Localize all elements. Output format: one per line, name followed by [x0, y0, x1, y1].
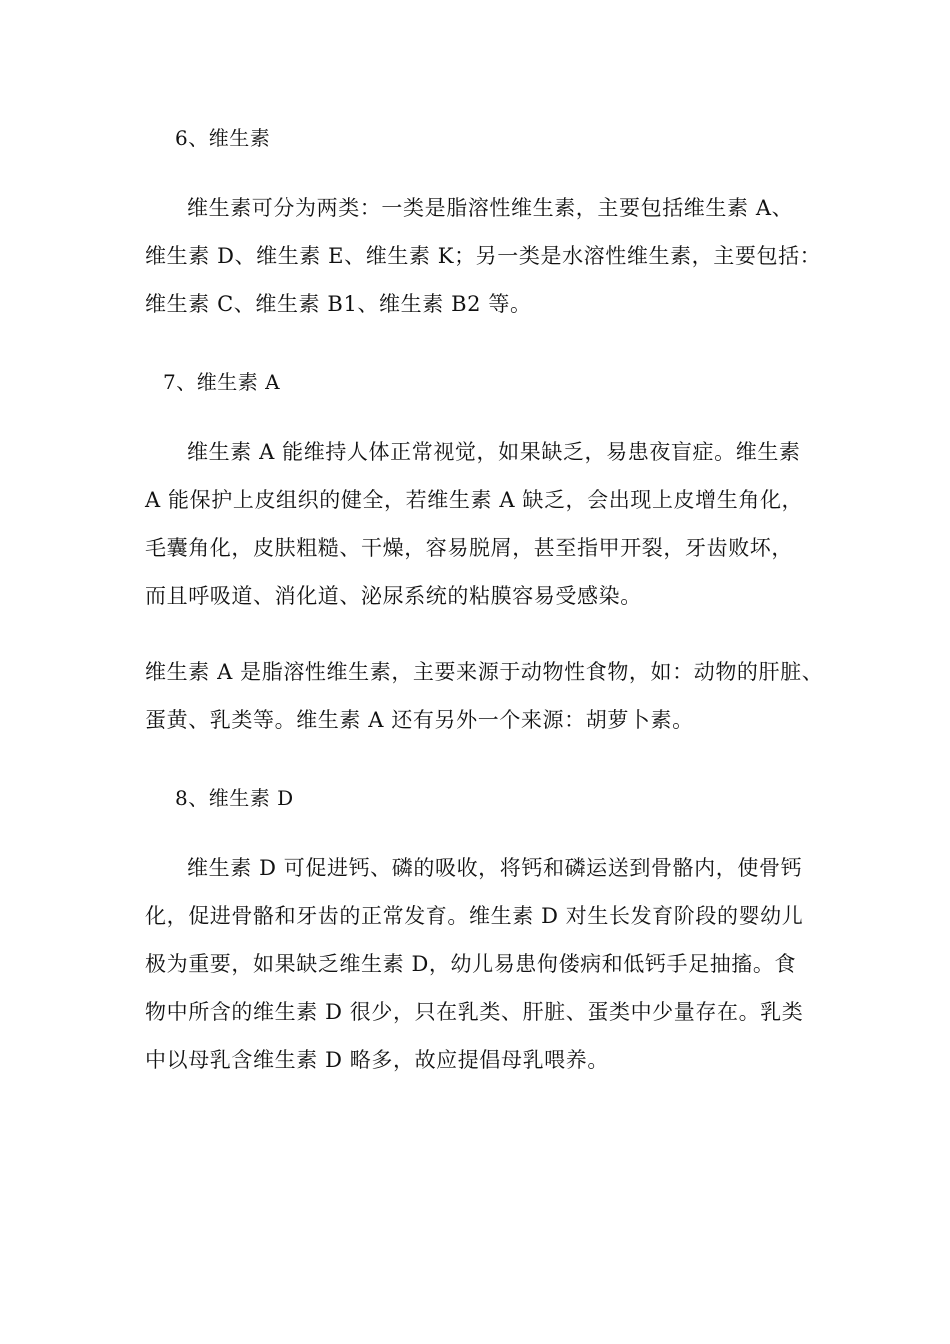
section-7-paragraph-1 — [145, 428, 810, 620]
paragraph-line: 维生素 A 能维持人体正常视觉，如果缺乏，易患夜盲症。维生素 — [187, 440, 801, 464]
paragraph-line: 极为重要，如果缺乏维生素 D，幼儿易患佝偻病和低钙手足抽搐。食 — [145, 952, 797, 976]
section-8-paragraph-1 — [145, 844, 810, 1084]
paragraph-line: 维生素 D 可促进钙、磷的吸收，将钙和磷运送到骨骼内，使骨钙 — [187, 856, 803, 880]
paragraph-line: 化，促进骨骼和牙齿的正常发育。维生素 D 对生长发育阶段的婴幼儿 — [145, 904, 804, 928]
paragraph-line: 维生素 C、维生素 B1、维生素 B2 等。 — [145, 292, 532, 316]
section-6-heading: 6、维生素 — [175, 126, 271, 150]
paragraph-line: 蛋黄、乳类等。维生素 A 还有另外一个来源：胡萝卜素。 — [145, 708, 694, 732]
paragraph-line: 维生素可分为两类：一类是脂溶性维生素，主要包括维生素 A、 — [187, 196, 794, 220]
section-7-paragraph-2 — [145, 648, 824, 744]
section-7-heading: 7、维生素 A — [163, 370, 281, 394]
section-8-heading: 8、维生素 D — [175, 786, 294, 810]
paragraph-line: 维生素 A 是脂溶性维生素，主要来源于动物性食物，如：动物的肝脏、 — [145, 660, 824, 684]
paragraph-line: 而且呼吸道、消化道、泌尿系统的粘膜容易受感染。 — [145, 584, 642, 608]
paragraph-line: 中以母乳含维生素 D 略多，故应提倡母乳喂养。 — [145, 1048, 609, 1072]
paragraph-line: 物中所含的维生素 D 很少，只在乳类、肝脏、蛋类中少量存在。乳类 — [145, 1000, 804, 1024]
section-6-paragraph-1 — [145, 184, 822, 328]
paragraph-line: 毛囊角化，皮肤粗糙、干燥，容易脱屑，甚至指甲开裂，牙齿败坏， — [145, 536, 793, 560]
paragraph-line: A 能保护上皮组织的健全，若维生素 A 缺乏，会出现上皮增生角化， — [145, 488, 804, 512]
paragraph-line: 维生素 D、维生素 E、维生素 K；另一类是水溶性维生素，主要包括： — [145, 244, 822, 268]
